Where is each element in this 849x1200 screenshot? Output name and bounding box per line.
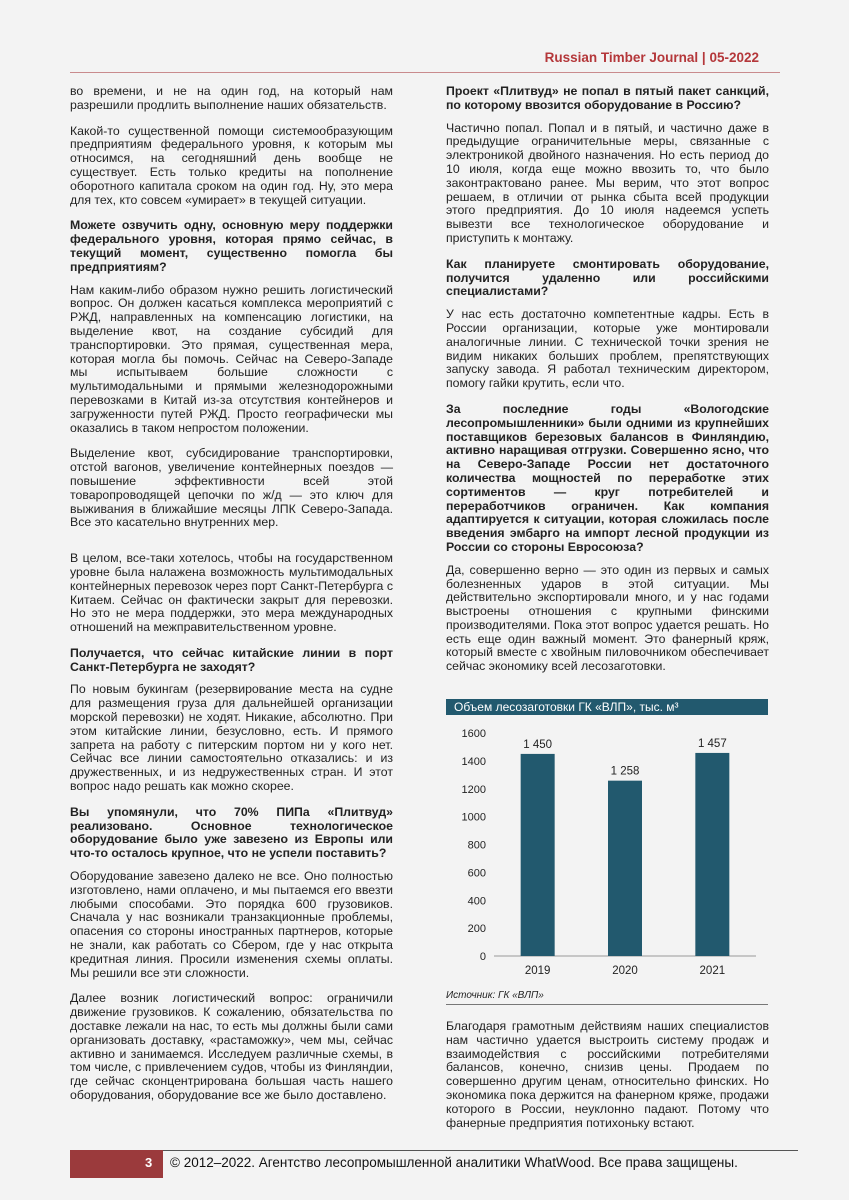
y-tick-label: 1600 bbox=[461, 728, 486, 740]
left-text-column bbox=[70, 85, 393, 1115]
footer-copyright: © 2012–2022. Агентство лесопромышленной аналитики WhatWood. Все права защищены. bbox=[170, 1155, 738, 1170]
y-tick-label: 200 bbox=[467, 923, 486, 936]
y-tick-label: 1400 bbox=[461, 755, 486, 768]
answer-paragraph: У нас есть достаточно компетентные кадры. Есть в России организации, которые уже монтировали аналогичные линии. С технической точки зрения не видим никаких больших проблем, препятствующих запуску завода. Я работал техническим директором, помогу гайки крутить, если что. bbox=[446, 307, 769, 391]
chart-source: Источник: ГК «ВЛП» bbox=[446, 990, 544, 1001]
chart-title: Объем лесозаготовки ГК «ВЛП», тыс. м³ bbox=[446, 699, 768, 715]
question-paragraph: Получается, что сейчас китайские линии в порт Санкт-Петербурга не заходят? bbox=[70, 645, 393, 674]
question-paragraph: Как планируете смонтировать оборудование, получится удаленно или российскими специалистами? bbox=[446, 256, 769, 299]
question-paragraph: За последние годы «Вологодские лесопромышленники» были одними из крупнейших поставщиков березовых балансов в Финляндию, активно наращивая отгрузки. Совершенно ясно, что на Северо-Западе России нет достаточного количества мощностей по переработке этих сортиментов — круг потребителей и переработчиков ограничен. Как компания адаптируется к ситуации, которая сложилась после введения эмбарго на импорт лесной продукции из России со стороны Евросоюза? bbox=[446, 401, 769, 554]
answer-paragraph: Выделение квот, субсидирование транспортировки, отстой вагонов, увеличение контейнерных поездов — повышение эффективности всей этой товаропроводящей цепочки по ж/д — это ключ для выживания в ближайшие месяцы ЛПК Северо-Запада. Все это касательно внутренних мер. bbox=[70, 446, 393, 530]
question-paragraph: Проект «Плитвуд» не попал в пятый пакет санкций, по которому ввозится оборудование в Россию? bbox=[446, 84, 769, 112]
right-text-column-bottom bbox=[446, 1020, 769, 1142]
journal-header-title: Russian Timber Journal | 05-2022 bbox=[544, 50, 759, 65]
chart-divider bbox=[446, 1004, 768, 1005]
question-paragraph: Вы упомянули, что 70% ПИПа «Плитвуд» реализовано. Основное технологическое оборудование было уже завезено из Европы или что-то осталось крупное, что не успели поставить? bbox=[70, 804, 393, 861]
bar bbox=[695, 753, 729, 956]
bar bbox=[608, 781, 642, 956]
answer-paragraph: Благодаря грамотным действиям наших специалистов нам частично удается выстроить систему продаж и взаимодействия с российскими потребителями балансов, конечно, снизив цены. Продаем по совершенно другим ценам, относительно финских. Но экономика пока держится на фанерном кряже, продажи которого в России, неуклонно падают. Потому что фанерные предприятия потихоньку встают. bbox=[446, 1019, 769, 1130]
answer-paragraph: Нам каким-либо образом нужно решить логистический вопрос. Он должен касаться комплекса мероприятий с РЖД, направленных на компенсацию логистики, на выделение квот, на создание субсидий для транспортировки. Это прямая, существенная мера, которая могла бы помочь. Сейчас на Северо-Западе мы испытываем большие сложности с мультимодальными и прямыми железнодорожными перевозками в Китай из-за отсутствия контейнеров и загруженности путей РЖД. Просто географически мы оказались в таком непростом положении. bbox=[70, 282, 393, 435]
bar-chart bbox=[446, 717, 768, 987]
y-tick-label: 800 bbox=[467, 839, 486, 852]
answer-paragraph: Далее возник логистический вопрос: ограничили движение грузовиков. К сожалению, обязательства по доставке лежали на нас, то есть мы должны были сами организовать доставку, «растаможку», чем мы, сейчас активно и занимаемся. Исследуем различные схемы, в том числе, с привлечением судов, чтобы из Финляндии, где сейчас сконцентрирована большая часть нашего оборудования, оборудование все же было доставлено. bbox=[70, 991, 393, 1102]
y-tick-label: 1000 bbox=[461, 811, 486, 824]
answer-paragraph: Оборудование завезено далеко не все. Оно полностью изготовлено, нами оплачено, и мы пытаемся его ввезти любыми способами. Это порядка 600 грузовиков. Сначала у нас возникали транзакционные проблемы, опасения со стороны иностранных партнеров, которые не знали, как работать со Сбером, где у нас открыта кредитная линия. Просили изменения схемы оплаты. Мы решили все эти сложности. bbox=[70, 869, 393, 980]
footer-divider bbox=[70, 1150, 798, 1151]
answer-paragraph: В целом, все-таки хотелось, чтобы на государственном уровне была налажена возможность мультимодальных контейнерных перевозок через порт Санкт-Петербурга с Китаем. Сейчас он фактически закрыт для перевозки. Но это не мера поддержки, это мера международных отношений на межправительственном уровне. bbox=[70, 551, 393, 635]
page-number: 3 bbox=[145, 1155, 153, 1170]
x-tick-label: 2021 bbox=[699, 965, 726, 977]
y-tick-label: 600 bbox=[467, 867, 486, 880]
bar-value-label: 1 457 bbox=[697, 737, 727, 750]
y-tick-label: 400 bbox=[467, 895, 486, 908]
right-text-column bbox=[446, 85, 769, 686]
x-tick-label: 2020 bbox=[612, 965, 638, 977]
y-tick-label: 0 bbox=[479, 951, 486, 963]
bar bbox=[521, 754, 555, 956]
bar-value-label: 1 258 bbox=[610, 765, 640, 778]
y-tick-label: 1200 bbox=[461, 783, 486, 796]
answer-paragraph: Частично попал. Попал и в пятый, и частично даже в предыдущие ограничительные меры, связанные с электроникой двойного назначения. Но есть период до 10 июля, когда еще можно ввозить то, что было законтрактовано ранее. Мы верим, что этот вопрос решаем, в отличии от рынка сбыта всей продукции этого предприятия. До 10 июля надеемся успеть вывезти все технологическое оборудование и приступить к монтажу. bbox=[446, 120, 769, 245]
bar-value-label: 1 450 bbox=[523, 738, 553, 751]
answer-paragraph: во времени, и не на один год, на который нам разрешили продлить выполнение наших обязательств. bbox=[70, 84, 393, 112]
answer-paragraph: Какой-то существенной помощи системообразующим предприятиям федерального уровня, к которым мы относимся, на сегодняшний день вообще не существует. Есть только кредиты на пополнение оборотного капитала сроком на один год. Ну, это мера для тех, кто совсем «умирает» в текущей ситуации. bbox=[70, 123, 393, 207]
question-paragraph: Можете озвучить одну, основную меру поддержки федерального уровня, которая прямо сейчас, в текущий момент, существенно помогла бы предприятиям? bbox=[70, 218, 393, 274]
header-divider bbox=[70, 72, 780, 73]
answer-paragraph: Да, совершенно верно — это один из первых и самых болезненных ударов в этой ситуации. Мы действительно экспортировали много, и у нас годами выстроены отношения с крупными финскими производителями. Пока этот вопрос удается решать. Но есть еще один важный момент. Это фанерный кряж, который вместе с хвойным пиловочником обеспечивает сейчас экономику всей лесозаготовки. bbox=[446, 562, 769, 674]
x-tick-label: 2019 bbox=[524, 965, 551, 977]
answer-paragraph: По новым букингам (резервирование места на судне для размещения груза для дальнейшей организации морской перевозки) не ходят. Никакие, абсолютно. При этом китайские линии, безусловно, есть. И прямого запрета на работу с питерским портом ни у кого нет. Сейчас все линии самостоятельно отказались: и из дружественных, и из недружественных стран. И этот вопрос надо решать как можно скорее. bbox=[70, 682, 393, 794]
